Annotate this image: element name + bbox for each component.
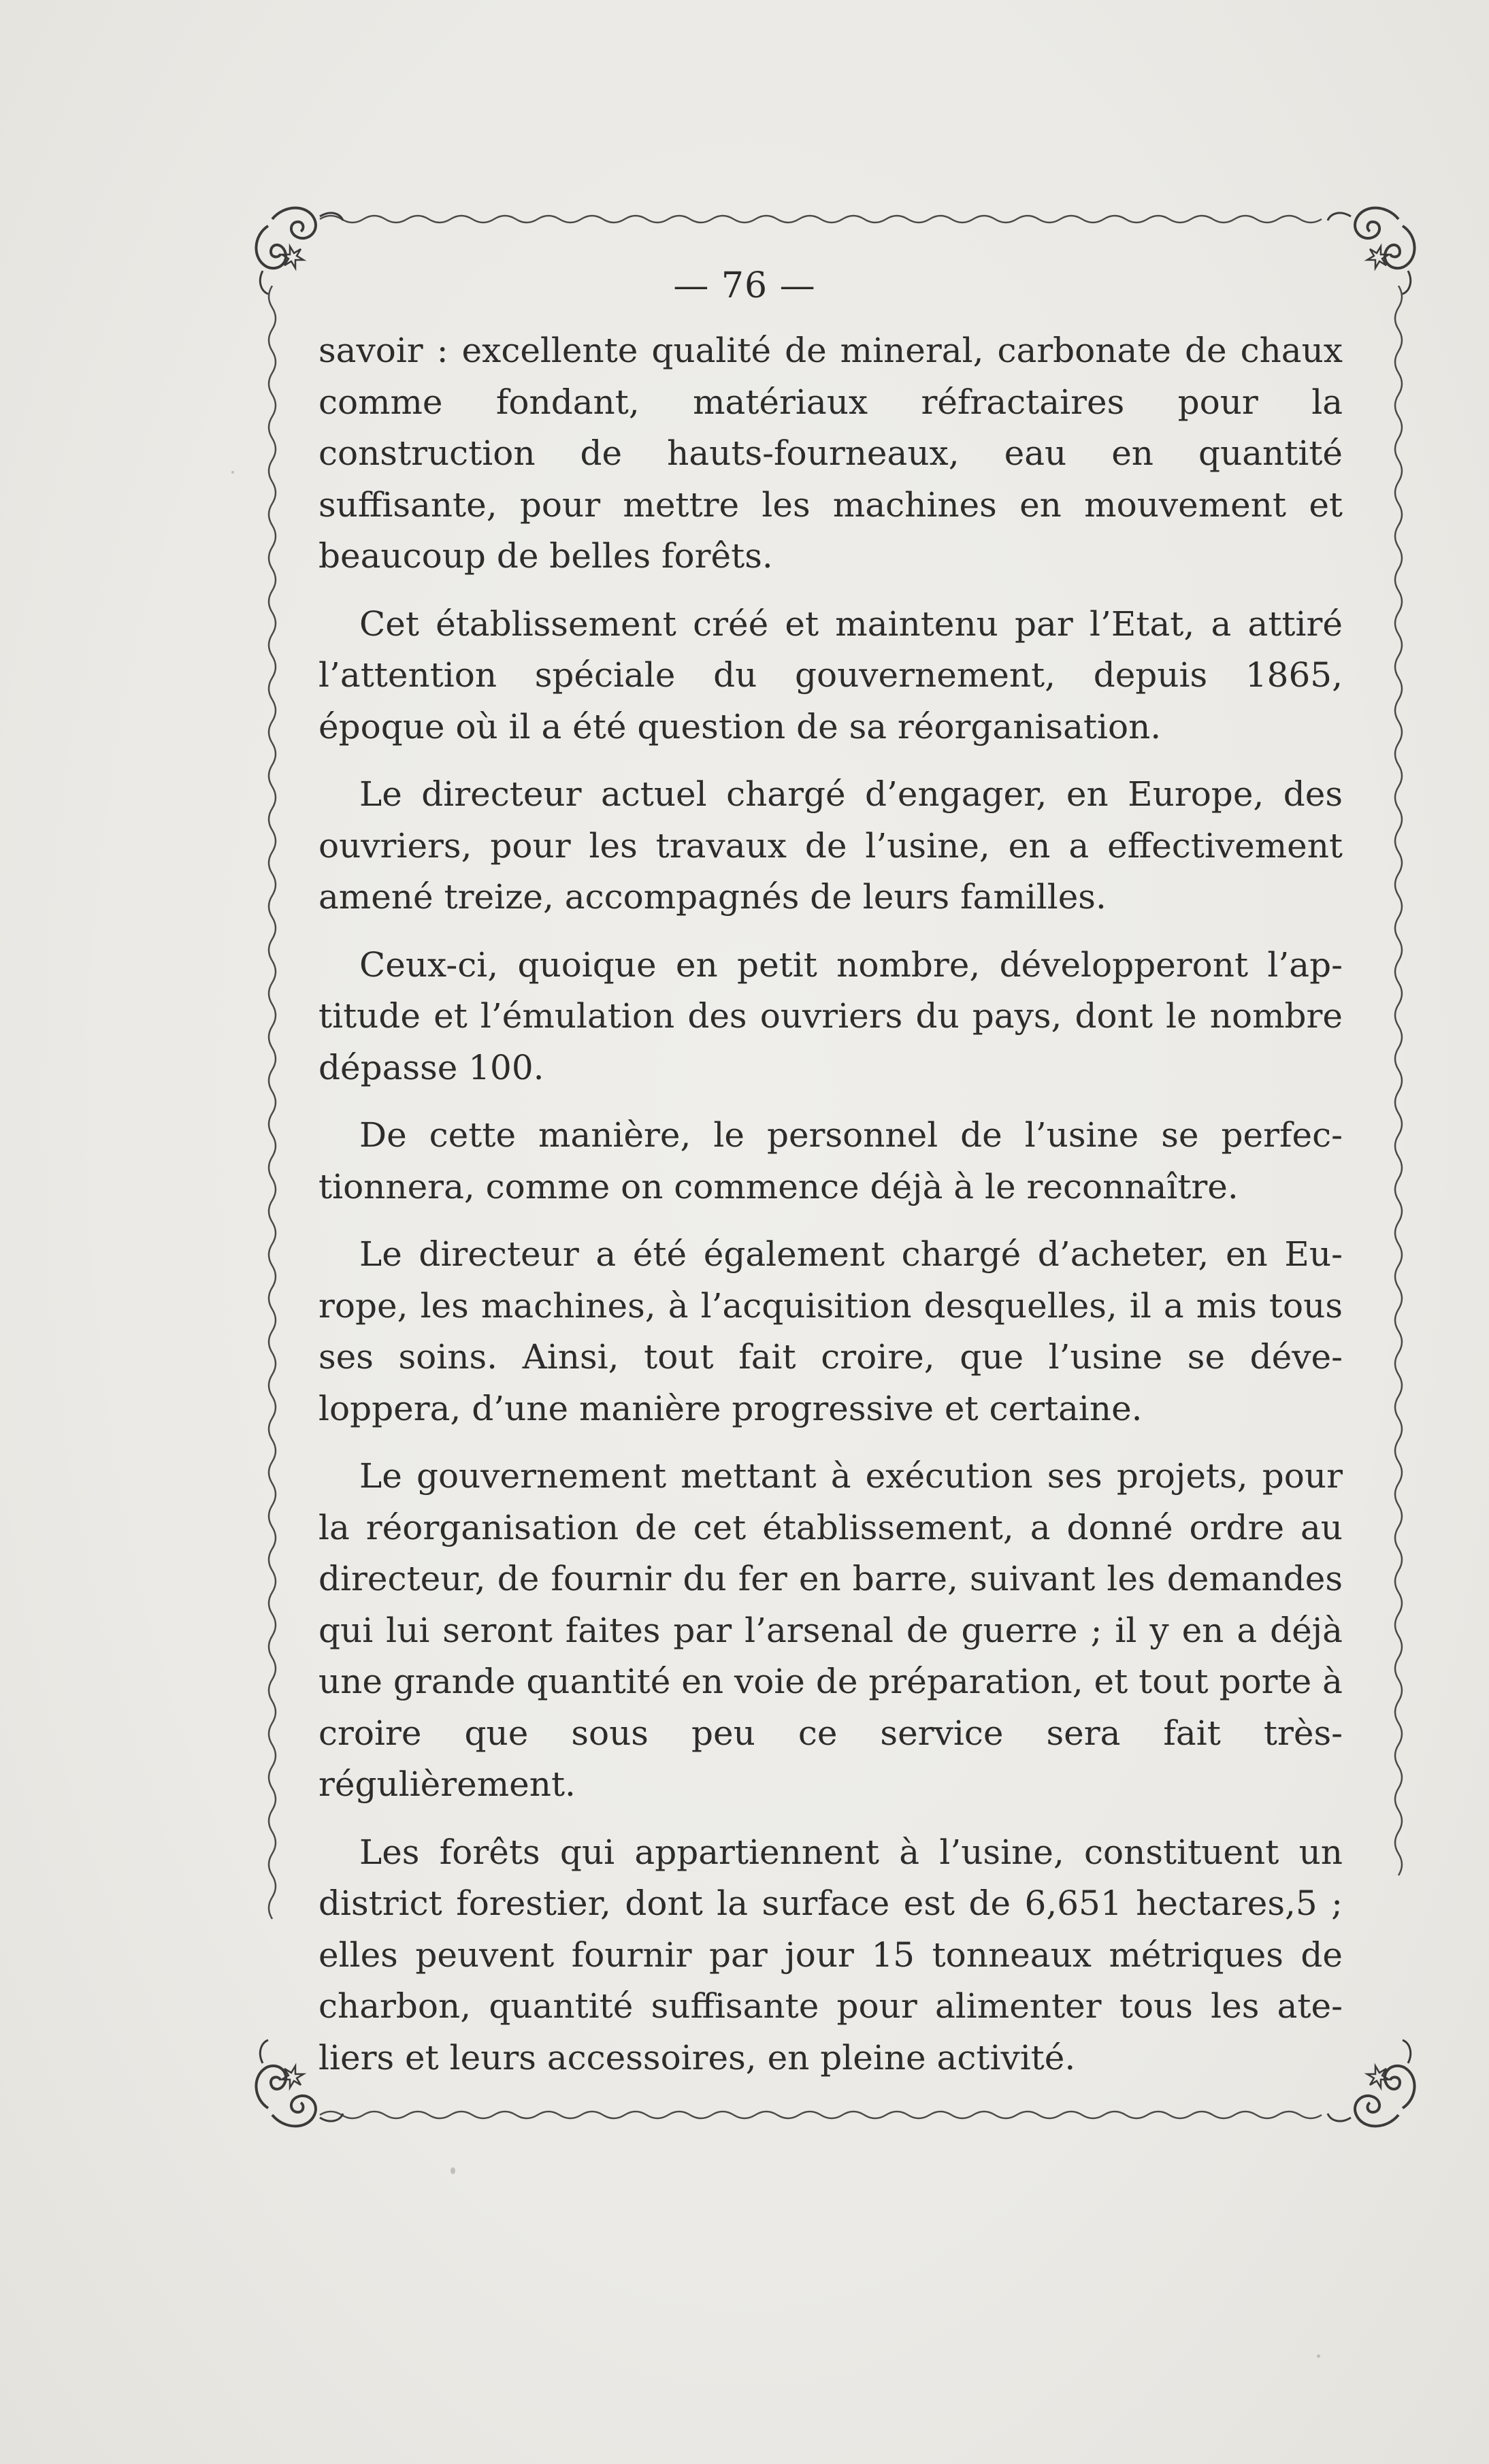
paragraph: Le directeur actuel chargé d’engager, en Europe, des ouvriers, pour les travaux de l’usine, en a effectivement amené treize, accompagnés de leurs familles. [318,774,1343,917]
paragraph: Le gouvernement mettant à exécution ses projets, pour la réorganisation de cet établissement, a donné ordre au directeur, de fournir du fer en barre, suivant les demandes qui lui seront faites par l’arsenal de guerre ; il y en a déjà une grande quantité en voie de préparation, et tout porte à croire que sous peu ce service sera fait très-régulièrement. [318,1456,1343,1804]
paragraph: Cet établissement créé et maintenu par l’Etat, a attiré l’attention spéciale du gouvernement, depuis 1865, époque où il a été question de sa réorganisation. [318,604,1343,746]
border-right-wave [1395,286,1402,1875]
border-bottom-wave [320,2112,1322,2118]
paragraph: Le directeur a été également chargé d’acheter, en Europe, les machines, à l’acquisition desquelles, il a mis tous ses soins. Ainsi, tout fait croire, que l’usine se développera, d’une manière progressive et certaine. [318,1234,1343,1428]
page-number: — 76 — [673,265,816,306]
paragraph: savoir : excellente qualité de mineral, carbonate de chaux comme fondant, matériaux réfractaires pour la construction de hauts-fourneaux, eau en quantité suffisante, pour mettre les machines en mouvement et beaucoup de belles forêts. [318,331,1343,576]
paper-speck [231,471,234,474]
border-top-wave [320,216,1322,223]
paper-speck [1317,2354,1320,2358]
paragraph: Ceux-ci, quoique en petit nombre, développeront l’aptitude et l’émulation des ouvriers du pays, dont le nombre dépasse 100. [318,944,1343,1087]
paper-speck [451,2167,455,2174]
paragraph: Les forêts qui appartiennent à l’usine, constituent un district forestier, dont la surface est de 6,651 hectares,5 ; elles peuvent fournir par jour 15 tonneaux métriques de charbon, quantité suffisante pour alimenter tous les ateliers et leurs accessoires, en pleine activité. [318,1832,1343,2077]
border-left-wave [269,286,276,1919]
paragraph: De cette manière, le personnel de l’usine se perfectionnera, comme on commence déjà à le reconnaître. [318,1115,1343,1206]
body-text [318,325,1343,2100]
